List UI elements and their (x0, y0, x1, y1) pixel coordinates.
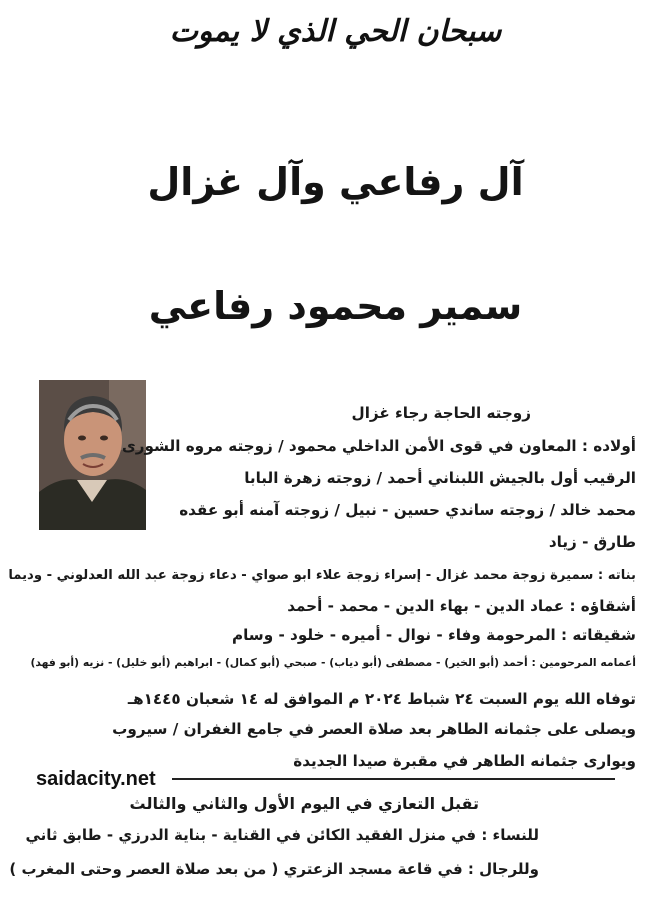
condolence-men-line: وللرجال : في قاعة مسجد الزعتري ( من بعد صلاة العصر وحتى المغرب ) (9, 860, 539, 878)
sons-line: محمد خالد / زوجته ساندي حسين - نبيل / زوجته آمنه أبو عقده (179, 501, 636, 519)
portrait-image (39, 380, 146, 530)
deceased-name: سمير محمود رفاعي (148, 284, 523, 328)
divider-line (172, 778, 615, 780)
condolence-heading: تقبل التعازي في اليوم الأول والثاني والثالث (129, 794, 479, 813)
sons-line: طارق - زياد (548, 533, 636, 551)
calligraphy-heading: سبحان الحي الذي لا يموت (169, 14, 502, 49)
sisters-line: شقيقاته : المرحومة وفاء - نوال - أميره - خلود - وسام (231, 626, 636, 644)
uncles-line: أعمامه المرحومين : أحمد (أبو الخير) - مصطفى (أبو دياب) - صبحي (أبو كمال) - ابراهيم (أبو خليل) - نزيه (أبو فهد) (30, 656, 636, 669)
deceased-photo (39, 380, 146, 530)
daughters-line: بناته : سميرة زوجة محمد غزال - إسراء زوجة علاء ابو صواي - دعاء زوجة عبد الله العدلوني - وديما (8, 568, 636, 583)
condolence-women-line: للنساء : في منزل الفقيد الكائن في القناية - بناية الدرزي - طابق ثاني (25, 826, 539, 844)
families-heading: آل رفاعي وآل غزال (147, 160, 524, 204)
sons-line: أولاده : المعاون في قوى الأمن الداخلي محمود / زوجته مروه الشورى (121, 437, 636, 455)
death-date-line: توفاه الله يوم السبت ٢٤ شباط ٢٠٢٤ م الموافق له ١٤ شعبان ١٤٤٥هـ (127, 690, 636, 708)
site-watermark: saidacity.net (36, 768, 156, 790)
wife-line: زوجته الحاجة رجاء غزال (351, 404, 531, 422)
sons-line: الرقيب أول بالجيش اللبناني أحمد / زوجته زهرة البابا (244, 469, 636, 487)
burial-line: ويوارى جثمانه الطاهر في مقبرة صيدا الجديدة (293, 752, 636, 770)
brothers-line: أشقاؤه : عماد الدين - بهاء الدين - محمد - أحمد (287, 597, 636, 615)
funeral-prayer-line: ويصلى على جثمانه الطاهر بعد صلاة العصر في جامع الغفران / سيروب (112, 720, 636, 738)
